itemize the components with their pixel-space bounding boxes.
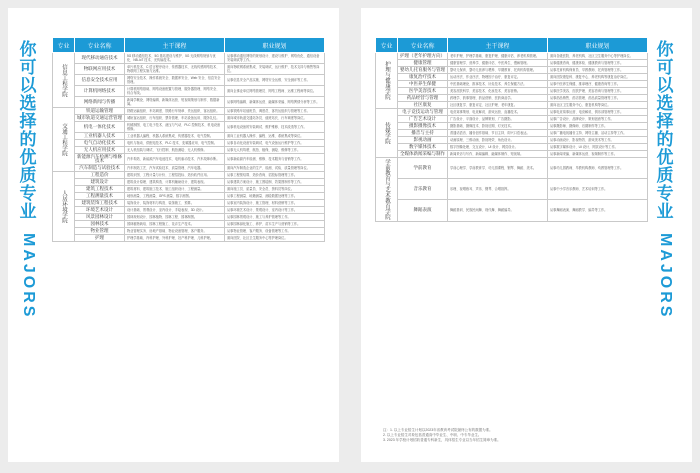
- major-name: 工程造价: [75, 172, 125, 179]
- college-name: 交通工程学院: [61, 123, 67, 156]
- career-cell: 面向医院、社区卫生服务中心等护理岗位。: [225, 235, 325, 242]
- career-cell: 从事电竞赛事运营、电竞解说、俱乐部管理等工作。: [548, 109, 648, 116]
- table-row: [53, 228, 325, 235]
- career-cell: 面向汽车制造企业的生产、检测、试验、质量管理等岗位。: [225, 165, 325, 172]
- major-name: 数字媒体技术: [398, 144, 448, 151]
- title-char: 以: [19, 76, 37, 95]
- major-name: 康复治疗技术: [398, 74, 448, 81]
- career-cell: 从事新闻采编、新媒体运营、视频制作等工作。: [548, 151, 648, 158]
- college-cell: [53, 108, 75, 172]
- major-name: 工业机器人技术: [75, 133, 125, 140]
- course-cell: 电竞赛事策划、电竞解说、游戏运营、直播技术。: [448, 109, 548, 116]
- table-row: [53, 108, 325, 115]
- table-row: [53, 200, 325, 207]
- table-row: [53, 140, 325, 147]
- career-cell: 从事移动通信网络的规划设计、建设与维护、网络优化、通信设备安装调试等工作。: [225, 53, 325, 64]
- major-name: 城市轨道交通运营管理: [75, 115, 125, 122]
- career-cell: 从事广播电视播音主持、网络主播、活动主持等工作。: [548, 130, 648, 137]
- career-cell: 从事铁路车站值班员、调度员、客货运组织与管理等工作。: [225, 108, 325, 115]
- major-name: 社区康复: [398, 102, 448, 109]
- course-cell: 婴幼儿保育、婴幼儿营养与喂养、早期教育、托育机构管理。: [448, 67, 548, 74]
- course-cell: 建筑材料、建筑施工技术、施工组织设计、工程测量。: [125, 186, 225, 193]
- table-row: [376, 179, 648, 200]
- table-row: [53, 115, 325, 122]
- course-cell: 设计基础、景观设计、室内设计、手绘表现、3D 设计。: [125, 207, 225, 214]
- career-cell: 面向各级医院、养老机构、社区卫生服务中心等护理岗位。: [548, 53, 648, 60]
- career-cell: 面向医院康复科、康复中心、养老机构等康复治疗岗位。: [548, 74, 648, 81]
- major-name: 现代移动通信技术: [75, 53, 125, 64]
- course-cell: 物业管理实务、房地产基础、物业设备管理、客户服务。: [125, 228, 225, 235]
- major-name: 药品经营与管理: [398, 95, 448, 102]
- table-row: [53, 97, 325, 108]
- course-cell: 网络安全技术、操作系统安全、数据库安全、Web 安全、信息安全管理。: [125, 75, 225, 86]
- career-cell: 从事幼儿园教师、早教机构教师、幼教管理等工作。: [548, 158, 648, 179]
- career-cell: 面向社区卫生服务中心、康复机构等岗位。: [548, 102, 648, 109]
- table-row: [53, 154, 325, 165]
- course-cell: 运动疗法、作业疗法、物理因子治疗、康复评定。: [448, 74, 548, 81]
- course-cell: 社区康复学、康复评定、社区护理、老年康复。: [448, 102, 548, 109]
- college-cell: [53, 172, 75, 242]
- course-cell: 普通话语音、播音创作基础、节目主持、即兴口语表达。: [448, 130, 548, 137]
- career-cell: 从事机电设备的安装调试、维护维修、技术改造等工作。: [225, 122, 325, 133]
- career-cell: 从事无人机驾驶、航拍、植保、测绘、维修等工作。: [225, 147, 325, 154]
- table-row: [53, 165, 325, 172]
- title-char: 可: [19, 58, 37, 77]
- course-cell: 园林规划设计、园林植物、园林工程、园林制图。: [125, 214, 225, 221]
- major-name: 健康管理: [398, 60, 448, 67]
- title-char: 择: [19, 112, 37, 131]
- major-name: 电子竞技运动与管理: [398, 109, 448, 116]
- table-row: [53, 133, 325, 140]
- major-name: 护理: [75, 235, 125, 242]
- header-name: 专业名称: [398, 38, 448, 53]
- career-cell: 面向工业机器人操作、编程、运维、系统集成等岗位。: [225, 133, 325, 140]
- course-cell: 无人机组装与调试、飞行控制、航拍测绘、无人机维修。: [125, 147, 225, 154]
- table-row: [376, 88, 648, 95]
- career-cell: 面向施工员、质量员、安全员、资料员等岗位。: [225, 186, 325, 193]
- course-cell: 机械制图、电工电子技术、液压与气动、PLC 控制技术、机电设备维修。: [125, 122, 225, 133]
- title-char: 的: [656, 130, 674, 149]
- table-row: [376, 130, 648, 137]
- major-name: 汽车制造与试验技术: [75, 165, 125, 172]
- course-cell: 建筑设计原理、建筑构造、计算机辅助设计、建筑表现。: [125, 179, 225, 186]
- career-cell: 从事新能源汽车检测、维修、技术服务与营销等工作。: [225, 154, 325, 165]
- title-char: 质: [19, 166, 37, 185]
- course-cell: 新闻采访与写作、新闻编辑、融媒体制作、短视频。: [448, 151, 548, 158]
- major-name: 电气自动化技术: [75, 140, 125, 147]
- major-name: 风景园林设计: [75, 214, 125, 221]
- table-row: [376, 81, 648, 88]
- footnote: 注：1. 以上专业招生计划以2023年省教育考试院最终公布的数据为准。: [383, 428, 493, 432]
- major-table-left: [52, 37, 325, 242]
- header-college: 专业: [376, 38, 398, 53]
- left-page: [8, 8, 339, 462]
- title-en-right: MAJORS: [657, 233, 674, 320]
- major-name: 摄影摄像技术: [398, 123, 448, 130]
- header-course: 主干课程: [448, 38, 548, 53]
- table-row: [53, 235, 325, 242]
- career-cell: 从事自动化设备安装调试、电气设备运行维护等工作。: [225, 140, 325, 147]
- table-row: [376, 102, 648, 109]
- course-cell: 中医基础理论、推拿技术、针灸技术、养生保健方法。: [448, 81, 548, 88]
- course-cell: 摄影基础、摄像技术、影视后期、灯光技术。: [448, 123, 548, 130]
- table-row: [376, 109, 648, 116]
- title-char: 专: [19, 184, 37, 203]
- career-cell: 从事数字媒体设计、UI 设计、网页设计等工作。: [548, 144, 648, 151]
- career-cell: 从事室内装饰设计、施工管理、材料营销等工作。: [225, 200, 325, 207]
- career-cell: 从事信息安全产品实施、网络安全运维、安全测评等工作。: [225, 75, 325, 86]
- course-cell: 护理学基础、内科护理、外科护理、妇产科护理、儿科护理。: [125, 235, 225, 242]
- career-cell: 从事工程测量、地籍测量、测绘数据处理等工作。: [225, 193, 325, 200]
- header-name: 专业名称: [75, 38, 125, 53]
- course-cell: 电机与拖动、供配电技术、PLC 技术、变频器应用、电气控制。: [125, 140, 225, 147]
- page-title-right: [651, 41, 679, 319]
- major-name: 学前教育: [398, 158, 448, 179]
- table-header-row: [53, 38, 325, 53]
- header-college: 专业: [53, 38, 75, 53]
- career-cell: 从事托育机构保育员、早教教师、托育管理等工作。: [548, 67, 648, 74]
- table-row: [53, 179, 325, 186]
- college-cell: [376, 158, 398, 222]
- career-cell: 从事医学美容、皮肤护理、美容咨询与管理等工作。: [548, 88, 648, 95]
- course-cell: 铁路运输组织、车站调度、铁路行车规章、货运组织、客运组织。: [125, 108, 225, 115]
- career-cell: 从事舞蹈表演、舞蹈教学、编导等工作。: [548, 200, 648, 221]
- course-cell: 动画原理、三维动画、影视特效、角色设计。: [448, 137, 548, 144]
- major-name: 铁道运输管理: [75, 108, 125, 115]
- career-cell: 从事园林绿化施工、养护、苗木生产与营销等工作。: [225, 221, 325, 228]
- college-name: 学前教育与艺术教育学院: [384, 159, 390, 220]
- college-cell: [376, 109, 398, 158]
- major-name: 医学美容技术: [398, 88, 448, 95]
- table-row: [53, 186, 325, 193]
- major-name: 物联网应用技术: [75, 64, 125, 75]
- course-cell: 广告设计、平面设计、品牌策划、广告摄影。: [448, 116, 548, 123]
- major-name: 广告艺术设计: [398, 116, 448, 123]
- major-name: 护理（老年护理方向）: [398, 53, 448, 60]
- title-char: 的: [19, 130, 37, 149]
- college-name: 信息工程学院: [61, 63, 67, 97]
- career-cell: 从事药品销售、药店管理、药品质量管理等工作。: [548, 95, 648, 102]
- course-cell: 药理学、药事管理、药品营销、医药商品学。: [448, 95, 548, 102]
- major-name: 影视动画: [398, 137, 448, 144]
- major-name: 环境艺术设计: [75, 207, 125, 214]
- major-name: 机电一体化技术: [75, 122, 125, 133]
- table-row: [376, 144, 648, 151]
- major-name: 音乐教育: [398, 179, 448, 200]
- major-name: 计算机网络技术: [75, 86, 125, 97]
- college-name: 人居环境学院: [61, 190, 67, 223]
- table-row: [53, 172, 325, 179]
- table-row: [376, 200, 648, 221]
- table-row: [376, 151, 648, 158]
- table-header-row: [376, 38, 648, 53]
- course-cell: 地形测量、工程测量、GPS 测量、数字测图。: [125, 193, 225, 200]
- course-cell: 学前心理学、学前教育学、幼儿园课程、钢琴、舞蹈、美术。: [448, 158, 548, 179]
- table-row: [376, 116, 648, 123]
- table-row: [53, 214, 325, 221]
- course-cell: 园林植物栽培、园林工程施工、花卉生产技术。: [125, 221, 225, 228]
- career-cell: 从事工程预结算、造价咨询、招投标管理等工作。: [225, 172, 325, 179]
- major-name: 全媒体新闻采编与制作: [398, 151, 448, 158]
- career-cell: 从事物业管理、客户服务、设备管理等工作。: [225, 228, 325, 235]
- career-cell: 从事建筑方案设计、施工图绘制、效果图制作等工作。: [225, 179, 325, 186]
- major-name: 园林技术: [75, 221, 125, 228]
- career-cell: 面向企事业单位网络管理员、网络工程师、运维工程师等岗位。: [225, 86, 325, 97]
- header-career: 职业规划: [548, 38, 648, 53]
- college-name: 传媒学院: [384, 122, 390, 144]
- title-en-left: MAJORS: [20, 233, 37, 320]
- header-career: 职业规划: [225, 38, 325, 53]
- major-name: 建筑装饰工程技术: [75, 200, 125, 207]
- table-row: [376, 53, 648, 60]
- title-char: 选: [19, 94, 37, 113]
- course-cell: 健康管理学、营养学、健康评估、中医养生、慢病管理。: [448, 60, 548, 67]
- table-row: [53, 75, 325, 86]
- major-name: 婴幼儿托育服务与管理: [398, 67, 448, 74]
- title-char: 专: [656, 184, 674, 203]
- title-char: 选: [656, 94, 674, 113]
- major-table-right: [375, 37, 648, 222]
- footnote: 2. 以上专业招生对象包括普通高中毕业生、中职、中专毕业生。: [383, 433, 482, 437]
- title-char: 业: [656, 202, 674, 221]
- table-row: [53, 53, 325, 64]
- course-cell: 城轨客运组织、行车组织、票务管理、车站设备运用、服务礼仪。: [125, 115, 225, 122]
- major-name: 网络新闻与传播: [75, 97, 125, 108]
- table-row: [376, 60, 648, 67]
- course-cell: 数字图像处理、交互设计、UI 设计、网页设计。: [448, 144, 548, 151]
- career-cell: 从事广告设计、品牌设计、策划创意等工作。: [548, 116, 648, 123]
- course-cell: 工业机器人编程、机器人系统集成、传感器技术、电气控制。: [125, 133, 225, 140]
- career-cell: 从事健康咨询、健康体检、健康教育与管理等工作。: [548, 60, 648, 67]
- title-char: 择: [656, 112, 674, 131]
- course-cell: 5G 移动通信技术、5G 基站建设与维护、5G 无线网络规划与优化、NB-IoT 技术、光传输技术。: [125, 53, 225, 64]
- course-cell: 舞蹈基训、民族民间舞、现代舞、舞蹈编导。: [448, 200, 548, 221]
- career-cell: 从事中小学音乐教师、艺术培训等工作。: [548, 179, 648, 200]
- table-row: [376, 67, 648, 74]
- table-row: [53, 86, 325, 97]
- table-row: [376, 158, 648, 179]
- course-cell: 新闻学概论、网络编辑、新媒体运营、短视频策划与制作、数据新闻。: [125, 97, 225, 108]
- table-row: [53, 207, 325, 214]
- career-cell: 从事环境艺术设计、景观设计、室内设计等工作。: [225, 207, 325, 214]
- table-row: [53, 221, 325, 228]
- major-name: 中医养生保健: [398, 81, 448, 88]
- career-cell: 面向城市轨道交通站务员、值班站长、行车调度等岗位。: [225, 115, 325, 122]
- career-cell: 从事摄影师、摄像师、后期制作等工作。: [548, 123, 648, 130]
- title-char: 业: [19, 202, 37, 221]
- title-char: 你: [19, 40, 37, 59]
- course-cell: 老年护理、护理学基础、康复护理、健康评估、养老机构管理。: [448, 53, 548, 60]
- major-name: 播音与主持: [398, 130, 448, 137]
- course-cell: 汽车制造工艺、汽车试验技术、质量管理、汽车电器。: [125, 165, 225, 172]
- table-row: [376, 95, 648, 102]
- table-row: [53, 64, 325, 75]
- course-cell: 乐理、视唱练耳、声乐、钢琴、合唱指挥。: [448, 179, 548, 200]
- footnotes: [383, 428, 501, 443]
- career-cell: 从事网络编辑、新媒体运营、融媒体采编、网络舆情分析等工作。: [225, 97, 325, 108]
- table-row: [53, 147, 325, 154]
- course-cell: 计算机网络基础、网络设备配置与管理、服务器管理、网络安全、综合布线。: [125, 86, 225, 97]
- major-name: 信息安全技术应用: [75, 75, 125, 86]
- table-row: [53, 122, 325, 133]
- course-cell: 单片机技术、C 语言程序设计、传感器技术、无线传感网络技术、物联网工程实施与运维。: [125, 64, 225, 75]
- course-cell: 汽车构造、新能源汽车电池技术、电机驱动技术、汽车故障诊断。: [125, 154, 225, 165]
- major-name: 物业管理: [75, 228, 125, 235]
- major-name: 工程测量技术: [75, 193, 125, 200]
- table-row: [376, 137, 648, 144]
- major-name: 新能源汽车检测与维修技术: [75, 154, 125, 165]
- title-char: 可: [656, 58, 674, 77]
- course-cell: 装饰设计、装饰材料与构造、装饰施工、预算。: [125, 200, 225, 207]
- college-name: 护理与健康学院: [384, 61, 390, 100]
- career-cell: 从事中医养生保健、推拿理疗、健康咨询等工作。: [548, 81, 648, 88]
- header-course: 主干课程: [125, 38, 225, 53]
- major-name: 舞蹈表演: [398, 200, 448, 221]
- title-char: 以: [656, 76, 674, 95]
- table-row: [376, 74, 648, 81]
- college-cell: [53, 53, 75, 108]
- career-cell: 面向物联网系统集成、安装调试、运行维护、技术支持与销售等岗位。: [225, 64, 325, 75]
- title-char: 质: [656, 166, 674, 185]
- major-name: 建筑工程技术: [75, 186, 125, 193]
- title-char: 优: [19, 148, 37, 167]
- career-cell: 从事园林景观设计、施工与养护管理等工作。: [225, 214, 325, 221]
- college-cell: [376, 53, 398, 109]
- table-row: [53, 193, 325, 200]
- page-title-left: [14, 41, 42, 319]
- course-cell: 建筑识图、工程计量与计价、工程招投标、造价软件应用。: [125, 172, 225, 179]
- title-char: 你: [656, 40, 674, 59]
- table-row: [376, 123, 648, 130]
- career-cell: 从事动画设计、影视特效、游戏美术等工作。: [548, 137, 648, 144]
- right-page: [361, 8, 692, 462]
- course-cell: 美容皮肤科学、美容技术、化妆技术、美容营销。: [448, 88, 548, 95]
- title-char: 优: [656, 148, 674, 167]
- major-name: 建筑设计: [75, 179, 125, 186]
- footnote: 3. 2023 年学校计划招收普通专科新生，具体招生专业以当年招生简章为准。: [383, 438, 501, 442]
- major-name: 无人机应用技术: [75, 147, 125, 154]
